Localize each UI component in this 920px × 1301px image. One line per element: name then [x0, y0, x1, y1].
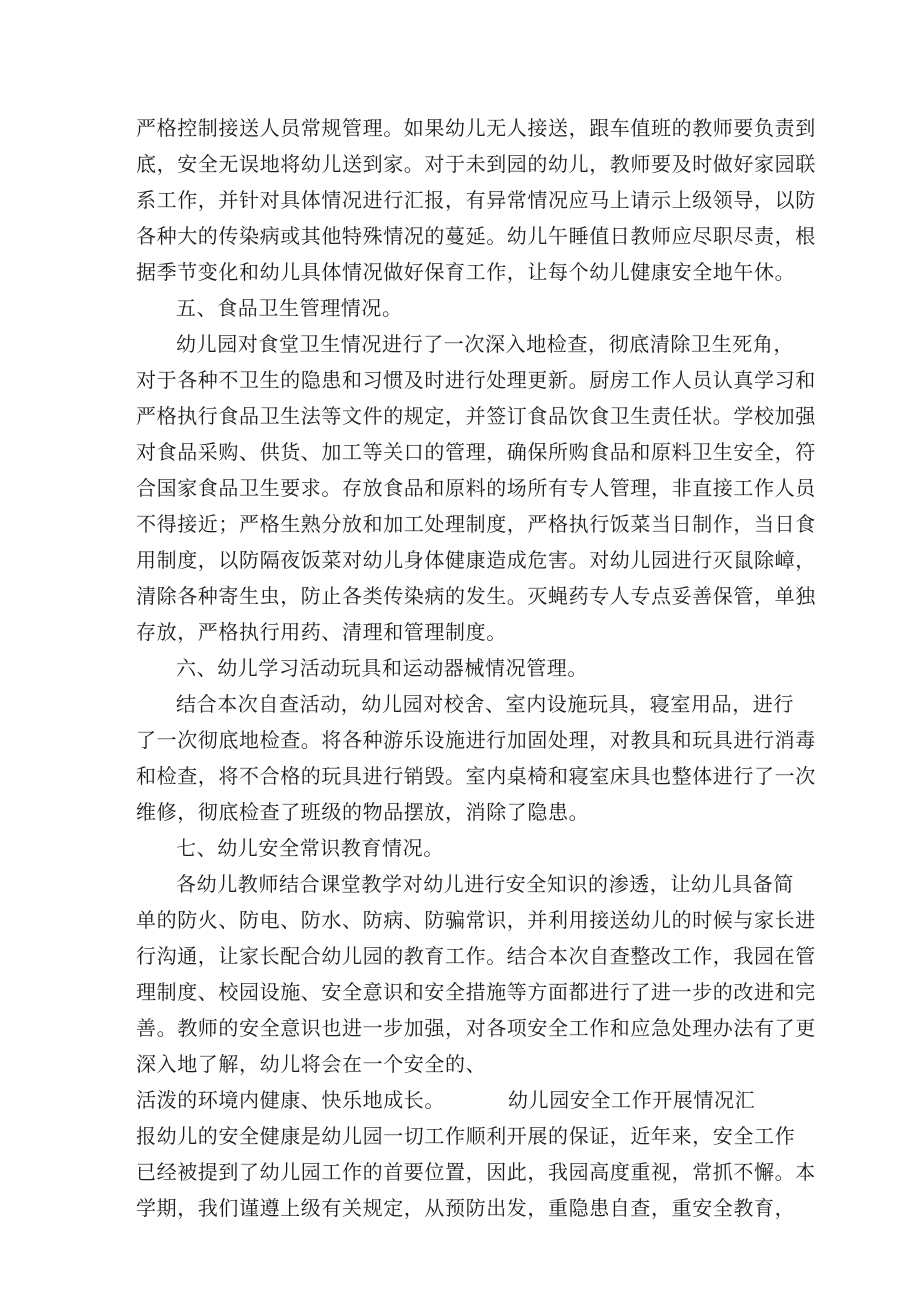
text-line: 据季节变化和幼儿具体情况做好保育工作，让每个幼儿健康安全地午休。 [136, 260, 796, 284]
document-title: 幼儿园安全工作开展情况汇 [508, 1088, 756, 1112]
text-line: 活泼的环境内健康、快乐地成长。 [136, 1088, 445, 1112]
text-line: 合国家食品卫生要求。存放食品和原料的场所有专人管理，非直接工作人员 [136, 476, 816, 500]
text-line: 理制度、校园设施、安全意识和安全措施等方面都进行了进一步的改进和完 [136, 980, 816, 1004]
section-heading: 六、幼儿学习活动玩具和运动器械情况管理。 [176, 656, 588, 680]
text-line: 深入地了解，幼儿将会在一个安全的、 [136, 1052, 487, 1076]
section-heading: 七、幼儿安全常识教育情况。 [176, 836, 444, 860]
text-line: 不得接近；严格生熟分放和加工处理制度，严格执行饭菜当日制作，当日食 [136, 512, 816, 536]
text-line: 对食品采购、供货、加工等关口的管理，确保所购食品和原料卫生安全，符 [136, 440, 816, 464]
text-line: 底，安全无误地将幼儿送到家。对于未到园的幼儿，教师要及时做好家园联 [136, 152, 816, 176]
text-line: 报幼儿的安全健康是幼儿园一切工作顺利开展的保证，近年来，安全工作 [136, 1124, 796, 1148]
text-line: 各种大的传染病或其他特殊情况的蔓延。幼儿午睡值日教师应尽职尽责，根 [136, 224, 816, 248]
text-line: 善。教师的安全意识也进一步加强，对各项安全工作和应急处理办法有了更 [136, 1016, 816, 1040]
text-line: 维修，彻底检查了班级的物品摆放，消除了隐患。 [136, 800, 590, 824]
text-line: 和检查，将不合格的玩具进行销毁。室内桌椅和寝室床具也整体进行了一次 [136, 764, 816, 788]
section-heading: 五、食品卫生管理情况。 [176, 296, 403, 320]
text-line: 了一次彻底地检查。将各种游乐设施进行加固处理，对教具和玩具进行消毒 [136, 728, 816, 752]
text-line: 学期，我们谨遵上级有关规定，从预防出发，重隐患自查，重安全教育， [136, 1196, 796, 1220]
text-line: 用制度，以防隔夜饭菜对幼儿身体健康造成危害。对幼儿园进行灭鼠除嶂， [136, 548, 816, 572]
text-line: 严格控制接送人员常规管理。如果幼儿无人接送，跟车值班的教师要负责到 [136, 116, 816, 140]
text-line: 单的防火、防电、防水、防病、防骗常识，并利用接送幼儿的时候与家长进 [136, 908, 816, 932]
text-line: 清除各种寄生虫，防止各类传染病的发生。灭蝇药专人专点妥善保管，单独 [136, 584, 816, 608]
text-line: 严格执行食品卫生法等文件的规定，并签订食品饮食卫生责任状。学校加强 [136, 404, 816, 428]
text-line: 各幼儿教师结合课堂教学对幼儿进行安全知识的渗透，让幼儿具备简 [176, 872, 794, 896]
text-line: 存放，严格执行用药、清理和管理制度。 [136, 620, 507, 644]
text-line: 已经被提到了幼儿园工作的首要位置，因此，我园高度重视，常抓不懈。本 [136, 1160, 816, 1184]
text-line: 对于各种不卫生的隐患和习惯及时进行处理更新。厨房工作人员认真学习和 [136, 368, 816, 392]
text-line: 结合本次自查活动，幼儿园对校舍、室内设施玩具，寝室用品，进行 [176, 692, 794, 716]
text-line: 系工作，并针对具体情况进行汇报，有异常情况应马上请示上级领导，以防 [136, 188, 816, 212]
text-line: 幼儿园对食堂卫生情况进行了一次深入地检查，彻底清除卫生死角， [176, 332, 794, 356]
text-line: 行沟通，让家长配合幼儿园的教育工作。结合本次自查整改工作，我园在管 [136, 944, 816, 968]
